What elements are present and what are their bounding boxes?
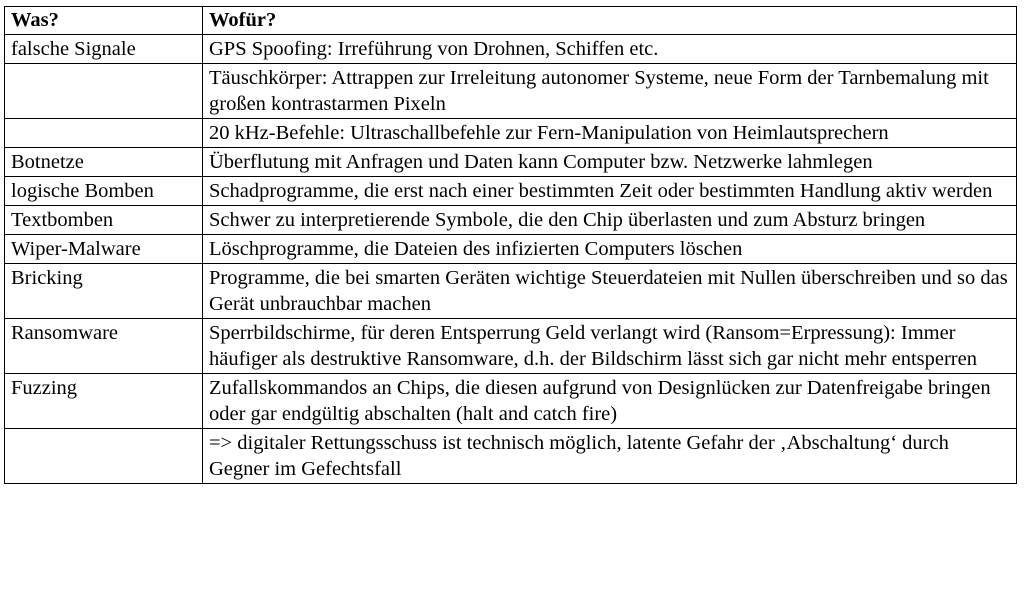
table-row <box>5 235 1017 264</box>
threat-table <box>4 6 1017 484</box>
cell-wofuer: => digitaler Rettungsschuss ist technisch möglich, latente Gefahr der ‚Abschaltung‘ durch Gegner im Gefechtsfall <box>203 429 1017 484</box>
table-header-row <box>5 7 1017 35</box>
header-wofuer: Wofür? <box>203 7 1017 35</box>
cell-wofuer: Schwer zu interpretierende Symbole, die den Chip überlasten und zum Absturz bringen <box>203 206 1017 235</box>
table-row <box>5 35 1017 64</box>
cell-was <box>5 429 203 484</box>
cell-wofuer: Sperrbildschirme, für deren Entsperrung Geld verlangt wird (Ransom=Erpressung): Immer häufiger als destruktive Ransomware, d.h. der Bildschirm lässt sich gar nicht mehr entsperren <box>203 319 1017 374</box>
table-row <box>5 374 1017 429</box>
cell-wofuer: Überflutung mit Anfragen und Daten kann Computer bzw. Netzwerke lahmlegen <box>203 148 1017 177</box>
cell-wofuer: GPS Spoofing: Irreführung von Drohnen, Schiffen etc. <box>203 35 1017 64</box>
cell-was <box>5 119 203 148</box>
table-row <box>5 119 1017 148</box>
cell-wofuer: Zufallskommandos an Chips, die diesen aufgrund von Designlücken zur Datenfreigabe bringen oder gar endgültig abschalten (halt and catch fire) <box>203 374 1017 429</box>
table-row <box>5 206 1017 235</box>
table-row <box>5 148 1017 177</box>
cell-wofuer: Löschprogramme, die Dateien des infizierten Computers löschen <box>203 235 1017 264</box>
cell-wofuer: Schadprogramme, die erst nach einer bestimmten Zeit oder bestimmten Handlung aktiv werden <box>203 177 1017 206</box>
cell-wofuer: Programme, die bei smarten Geräten wichtige Steuerdateien mit Nullen überschreiben und so das Gerät unbrauchbar machen <box>203 264 1017 319</box>
cell-wofuer: 20 kHz-Befehle: Ultraschallbefehle zur Fern-Manipulation von Heimlautsprechern <box>203 119 1017 148</box>
cell-was: Ransomware <box>5 319 203 374</box>
cell-was: Textbomben <box>5 206 203 235</box>
table-row <box>5 429 1017 484</box>
cell-was: Bricking <box>5 264 203 319</box>
cell-was: Botnetze <box>5 148 203 177</box>
cell-was: falsche Signale <box>5 35 203 64</box>
table-row <box>5 64 1017 119</box>
cell-was: Wiper-Malware <box>5 235 203 264</box>
header-was: Was? <box>5 7 203 35</box>
cell-was <box>5 64 203 119</box>
table-row <box>5 264 1017 319</box>
table-row <box>5 319 1017 374</box>
cell-wofuer: Täuschkörper: Attrappen zur Irreleitung autonomer Systeme, neue Form der Tarnbemalung mit großen kontrastarmen Pixeln <box>203 64 1017 119</box>
table-row <box>5 177 1017 206</box>
cell-was: Fuzzing <box>5 374 203 429</box>
cell-was: logische Bomben <box>5 177 203 206</box>
